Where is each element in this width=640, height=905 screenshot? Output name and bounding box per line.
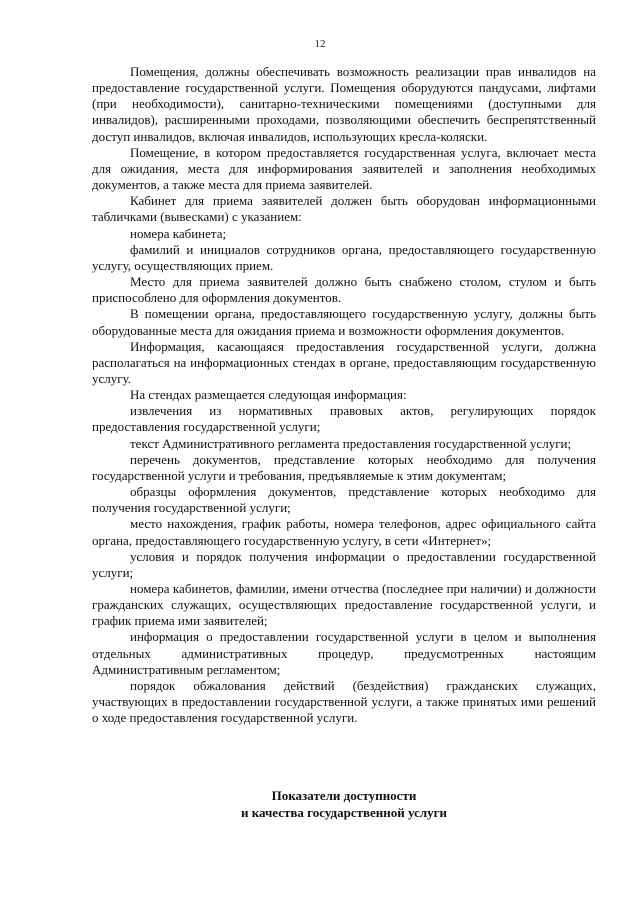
paragraph: перечень документов, представление которых необходимо для получения государственной услуги и требования, предъявляемые к этим документам; xyxy=(92,451,596,483)
paragraph: место нахождения, график работы, номера телефонов, адрес официального сайта органа, предоставляющего государственную услугу, в сети «Интернет»; xyxy=(92,516,596,548)
section-heading xyxy=(92,788,596,821)
paragraph: извлечения из нормативных правовых актов, регулирующих порядок предоставления государственной услуги; xyxy=(92,403,596,435)
paragraph: Место для приема заявителей должно быть снабжено столом, стулом и быть приспособлено для оформления документов. xyxy=(92,274,596,306)
paragraph: На стендах размещается следующая информация: xyxy=(130,387,407,403)
paragraph: условия и порядок получения информации о предоставлении государственной услуги; xyxy=(92,548,596,580)
paragraph: Информация, касающаяся предоставления государственной услуги, должна располагаться на информационных стендах в органе, предоставляющим государственную услугу. xyxy=(92,338,596,386)
body-text xyxy=(92,64,596,726)
paragraph: текст Административного регламента предоставления государственной услуги; xyxy=(130,435,572,451)
paragraph: В помещении органа, предоставляющего государственную услугу, должны быть оборудованные места для ожидания приема и возможности оформления документов. xyxy=(92,306,596,338)
paragraph: номера кабинета; xyxy=(130,225,227,241)
paragraph: номера кабинетов, фамилии, имени отчества (последнее при наличии) и должности гражданских служащих, осуществляющих предоставление государственной услуги, и график приема ими заявителей; xyxy=(92,581,596,629)
section-heading-line1: Показатели доступности xyxy=(271,788,417,803)
paragraph: информация о предоставлении государственной услуги в целом и выполнения отдельных административных процедур, предусмотренных настоящим Административным регламентом; xyxy=(92,629,596,677)
section-heading-line2: и качества государственной услуги xyxy=(240,804,448,820)
paragraph: фамилий и инициалов сотрудников органа, предоставляющего государственную услугу, осуществляющих прием. xyxy=(92,241,596,273)
paragraph: образцы оформления документов, представление которых необходимо для получения государственной услуги; xyxy=(92,484,596,516)
paragraph: Помещение, в котором предоставляется государственная услуга, включает места для ожидания, места для информирования заявителей и заполнения необходимых документов, а также места для приема заявителей. xyxy=(92,144,596,193)
paragraph: Кабинет для приема заявителей должен быть оборудован информационными табличками (вывесками) с указанием: xyxy=(92,193,596,225)
paragraph: порядок обжалования действий (бездействия) гражданских служащих, участвующих в предоставлении государственной услуги, а также принятых ими решений о ходе предоставления государственной услуги. xyxy=(92,677,596,726)
paragraph: Помещения, должны обеспечивать возможность реализации прав инвалидов на предоставление государственной услуги. Помещения оборудуются пандусами, лифтами (при необходимости), санитарно-техническими помещениями (доступными для инвалидов), расширенными проходами, позволяющими обеспечить беспрепятственный доступ инвалидов, включая инвалидов, использующих кресла-коляски. xyxy=(92,64,596,144)
page-number: 12 xyxy=(314,38,326,50)
